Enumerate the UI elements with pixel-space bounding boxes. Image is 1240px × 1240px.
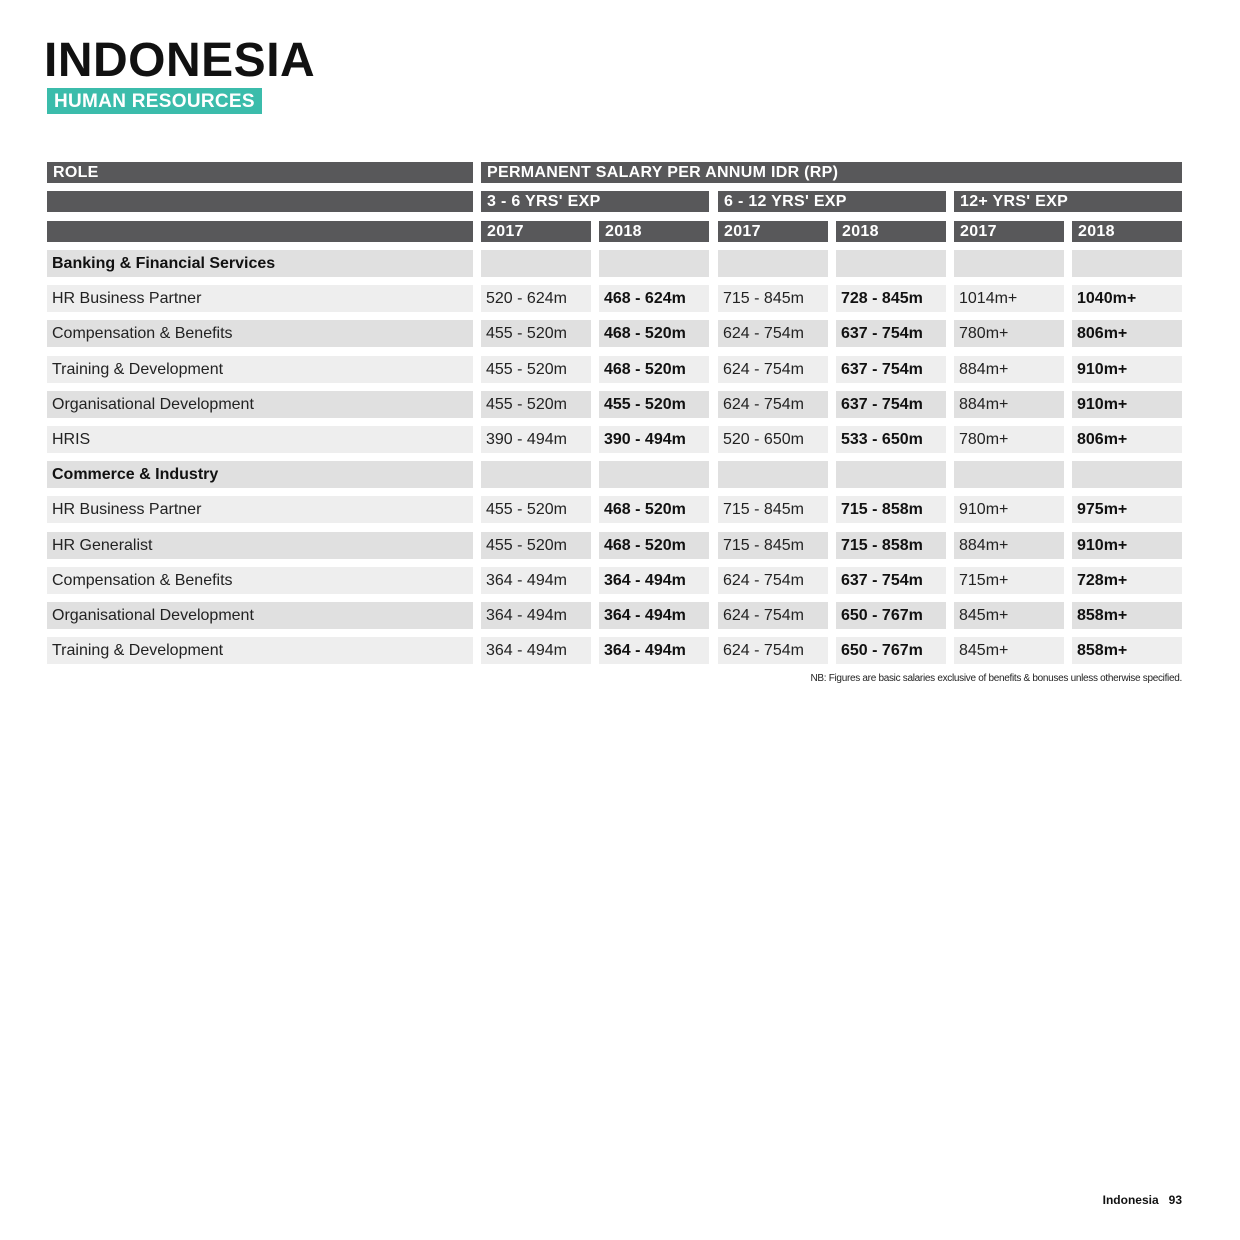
header-blank (47, 191, 473, 212)
exp-group-header: 12+ YRS' EXP (954, 191, 1182, 212)
salary-cell: 715 - 845m (718, 532, 828, 559)
page-title: INDONESIA (44, 34, 316, 87)
salary-cell: 455 - 520m (599, 391, 709, 418)
salary-cell: 364 - 494m (599, 602, 709, 629)
salary-cell: 455 - 520m (481, 391, 591, 418)
role-cell: Organisational Development (47, 391, 473, 418)
exp-group-header: 3 - 6 YRS' EXP (481, 191, 709, 212)
section-value-cell (599, 461, 709, 488)
salary-cell: 637 - 754m (836, 356, 946, 383)
year-header: 2017 (954, 221, 1064, 242)
salary-cell: 806m+ (1072, 320, 1182, 347)
section-value-cell (1072, 461, 1182, 488)
salary-cell: 468 - 624m (599, 285, 709, 312)
page-footer (1103, 1193, 1182, 1207)
salary-cell: 910m+ (1072, 391, 1182, 418)
role-cell: HR Business Partner (47, 285, 473, 312)
role-cell: HRIS (47, 426, 473, 453)
salary-cell: 715 - 858m (836, 496, 946, 523)
section-value-cell (718, 250, 828, 277)
salary-cell: 624 - 754m (718, 320, 828, 347)
salary-cell: 1014m+ (954, 285, 1064, 312)
salary-cell: 780m+ (954, 320, 1064, 347)
salary-cell: 884m+ (954, 391, 1064, 418)
salary-cell: 624 - 754m (718, 637, 828, 664)
salary-cell: 884m+ (954, 532, 1064, 559)
salary-cell: 650 - 767m (836, 602, 946, 629)
section-value-cell (718, 461, 828, 488)
section-value-cell (599, 250, 709, 277)
year-header: 2017 (718, 221, 828, 242)
section-value-cell (836, 461, 946, 488)
section-subtitle: HUMAN RESOURCES (47, 88, 262, 114)
year-header: 2018 (1072, 221, 1182, 242)
salary-cell: 468 - 520m (599, 320, 709, 347)
salary-cell: 364 - 494m (481, 567, 591, 594)
salary-cell: 858m+ (1072, 602, 1182, 629)
section-heading: Banking & Financial Services (47, 250, 473, 277)
salary-cell: 845m+ (954, 637, 1064, 664)
role-cell: Compensation & Benefits (47, 320, 473, 347)
role-cell: HR Generalist (47, 532, 473, 559)
year-header: 2017 (481, 221, 591, 242)
salary-cell: 715 - 845m (718, 285, 828, 312)
salary-cell: 455 - 520m (481, 496, 591, 523)
salary-cell: 884m+ (954, 356, 1064, 383)
section-value-cell (954, 461, 1064, 488)
salary-cell: 364 - 494m (481, 602, 591, 629)
salary-cell: 624 - 754m (718, 391, 828, 418)
salary-cell: 637 - 754m (836, 567, 946, 594)
salary-cell: 858m+ (1072, 637, 1182, 664)
year-header: 2018 (836, 221, 946, 242)
salary-cell: 910m+ (1072, 532, 1182, 559)
salary-cell: 728m+ (1072, 567, 1182, 594)
salary-cell: 624 - 754m (718, 567, 828, 594)
salary-cell: 975m+ (1072, 496, 1182, 523)
header-blank (47, 221, 473, 242)
salary-cell: 715 - 845m (718, 496, 828, 523)
salary-cell: 1040m+ (1072, 285, 1182, 312)
role-cell: HR Business Partner (47, 496, 473, 523)
section-heading: Commerce & Industry (47, 461, 473, 488)
salary-cell: 728 - 845m (836, 285, 946, 312)
salary-cell: 364 - 494m (599, 637, 709, 664)
salary-cell: 845m+ (954, 602, 1064, 629)
table-footnote: NB: Figures are basic salaries exclusive of benefits & bonuses unless otherwise specified. (810, 673, 1182, 684)
section-value-cell (836, 250, 946, 277)
salary-cell: 715 - 858m (836, 532, 946, 559)
salary-cell: 780m+ (954, 426, 1064, 453)
salary-cell: 468 - 520m (599, 356, 709, 383)
section-value-cell (954, 250, 1064, 277)
salary-cell: 468 - 520m (599, 496, 709, 523)
salary-cell: 455 - 520m (481, 356, 591, 383)
footer-country: Indonesia (1102, 1193, 1159, 1207)
salary-cell: 650 - 767m (836, 637, 946, 664)
salary-cell: 468 - 520m (599, 532, 709, 559)
salary-cell: 390 - 494m (599, 426, 709, 453)
year-header: 2018 (599, 221, 709, 242)
salary-cell: 910m+ (1072, 356, 1182, 383)
salary-cell: 533 - 650m (836, 426, 946, 453)
salary-cell: 364 - 494m (481, 637, 591, 664)
role-header: ROLE (47, 162, 473, 183)
salary-cell: 715m+ (954, 567, 1064, 594)
salary-cell: 455 - 520m (481, 320, 591, 347)
salary-cell: 624 - 754m (718, 356, 828, 383)
salary-cell: 364 - 494m (599, 567, 709, 594)
role-cell: Organisational Development (47, 602, 473, 629)
section-value-cell (1072, 250, 1182, 277)
role-cell: Training & Development (47, 637, 473, 664)
exp-group-header: 6 - 12 YRS' EXP (718, 191, 946, 212)
salary-cell: 390 - 494m (481, 426, 591, 453)
role-cell: Training & Development (47, 356, 473, 383)
section-value-cell (481, 250, 591, 277)
salary-cell: 520 - 624m (481, 285, 591, 312)
salary-header: PERMANENT SALARY PER ANNUM IDR (RP) (481, 162, 1182, 183)
salary-cell: 624 - 754m (718, 602, 828, 629)
salary-cell: 910m+ (954, 496, 1064, 523)
salary-cell: 520 - 650m (718, 426, 828, 453)
role-cell: Compensation & Benefits (47, 567, 473, 594)
salary-cell: 637 - 754m (836, 391, 946, 418)
page-number: 93 (1168, 1193, 1182, 1207)
salary-cell: 455 - 520m (481, 532, 591, 559)
salary-cell: 806m+ (1072, 426, 1182, 453)
section-value-cell (481, 461, 591, 488)
salary-cell: 637 - 754m (836, 320, 946, 347)
